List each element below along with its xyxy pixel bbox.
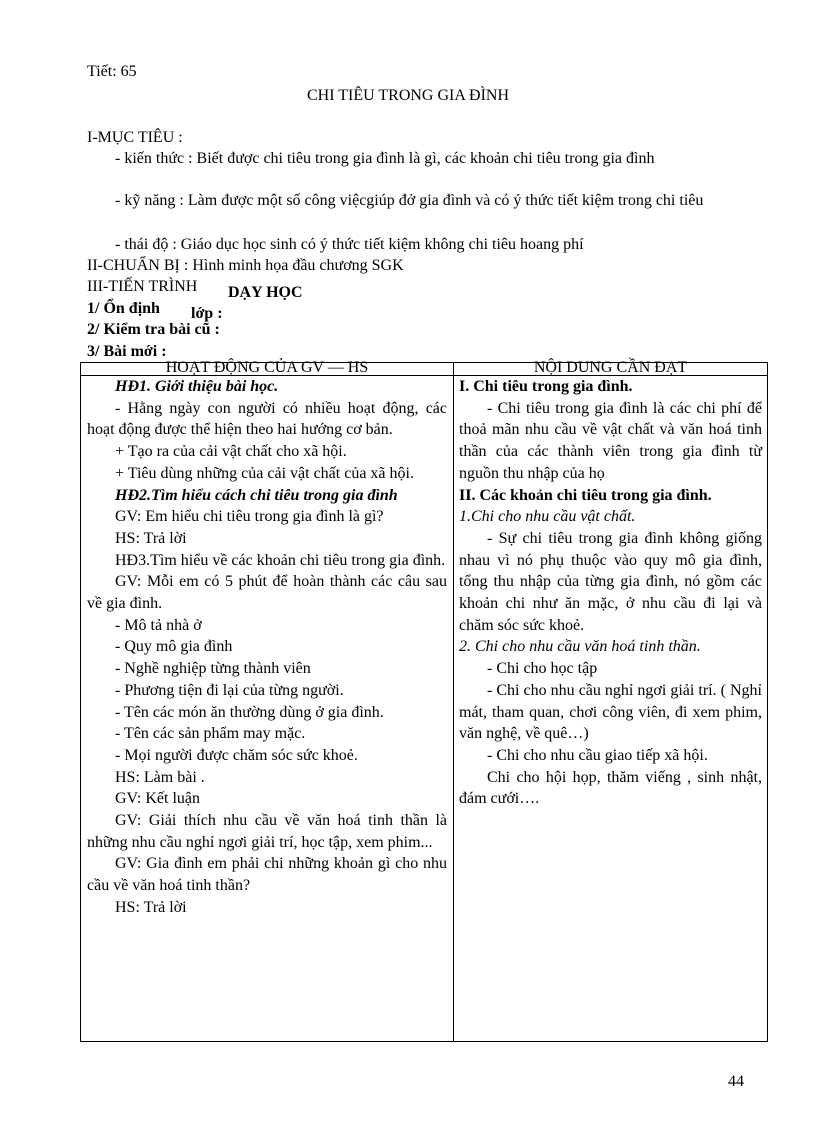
hd2-gv: GV: Em hiểu chi tiêu trong gia đình là gì? xyxy=(115,508,384,526)
step-3: 3/ Bài mới : xyxy=(87,343,167,360)
column-divider xyxy=(453,363,454,1041)
hd3-item: - Mô tả nhà ở xyxy=(115,616,202,634)
hd2-hs: HS: Trả lời xyxy=(115,529,187,547)
process-heading-part1: III-TIẾN TRÌNH xyxy=(87,278,198,295)
preparation: II-CHUẨN BỊ : Hình minh họa đầu chương SGK xyxy=(87,257,404,274)
hd3-item: - Nghề nghiệp từng thành viên xyxy=(115,660,311,678)
step-1-part1: 1/ Ổn định xyxy=(87,300,160,317)
hd1-text: - Hằng ngày con người có nhiều hoạt động, các hoạt động được thể hiện theo hai hướng cơ bản. xyxy=(87,399,447,439)
objective-skill: - kỹ năng : Làm được một số công việcgiúp đở gia đình và có ý thức tiết kiệm trong chi tiêu xyxy=(115,192,704,209)
hd3-item: - Tên các sản phẩm may mặc. xyxy=(115,725,306,743)
page-title: CHI TIÊU TRONG GIA ĐÌNH xyxy=(306,87,510,104)
lesson-number: Tiết: 65 xyxy=(87,63,137,80)
hd3-hs: HS: Làm bài . xyxy=(115,768,205,786)
hd3-item: - Tên các món ăn thường dùng ở gia đình. xyxy=(115,703,384,721)
hd1-item2: + Tiêu dùng những của cải vật chất của xã hội. xyxy=(115,464,414,482)
step-2: 2/ Kiểm tra bài cũ : xyxy=(87,321,220,338)
hd3-gv3: GV: Giải thích nhu cầu về văn hoá tinh thần là những nhu cầu nghỉ ngơi giải trí, học tập, xem phim... xyxy=(87,812,447,851)
hd3-gv2: GV: Kết luận xyxy=(115,790,201,808)
activities-column xyxy=(87,376,447,919)
hd3-item: - Phương tiện đi lại của từng người. xyxy=(115,681,344,699)
objective-knowledge: - kiến thức : Biết được chi tiêu trong gia đình là gì, các khoản chi tiêu trong gia đình xyxy=(115,150,655,167)
sec1-text: - Chi tiêu trong gia đình là các chi phí để thoả mãn nhu cầu về vật chất và văn hoá tinh thần của các thành viên trong gia đình từ nguồn thu nhập của họ xyxy=(459,399,762,482)
sub1-text: - Sự chi tiêu trong gia đình không giống nhau vì nó phụ thuộc vào quy mô gia đình, tổng thu nhập của từng gia đình, nó gồm các khoản chi như ăn mặc, ở nhu cầu đi lại và chăm sóc sức khoẻ. xyxy=(459,529,762,634)
sub2-item2: - Chi cho nhu cầu nghỉ ngơi giải trí. ( Nghỉ mát, tham quan, chơi công viên, đi xem phim, văn nghệ, về quê…) xyxy=(459,681,762,743)
hd3-item: - Mọi người được chăm sóc sức khoẻ. xyxy=(115,746,358,764)
step-1-part2: lớp : xyxy=(191,305,223,322)
content-column xyxy=(459,376,762,810)
page-number: 44 xyxy=(728,1073,744,1090)
header-left: HOẠT ĐỘNG CỦA GV — HS xyxy=(165,359,369,375)
header-right: NỘI DUNG CẦN ĐẠT xyxy=(533,359,688,375)
hd1-item1: + Tạo ra của cải vật chất cho xã hội. xyxy=(115,443,347,461)
hd1-title: HĐ1. Giới thiệu bài học. xyxy=(115,378,279,395)
sec2-title: II. Các khoản chi tiêu trong gia đình. xyxy=(459,486,712,504)
sub2-item3: - Chi cho nhu cầu giao tiếp xã hội. xyxy=(487,746,708,764)
sub2-item1: - Chi cho học tập xyxy=(487,660,598,678)
sub1-title: 1.Chi cho nhu cầu vật chất. xyxy=(459,508,636,526)
hd3-item: - Quy mô gia đình xyxy=(115,638,233,656)
sec1-title: I. Chi tiêu trong gia đình. xyxy=(459,378,633,395)
hd3-gv4: GV: Gia đình em phải chi những khoản gì cho nhu cầu về văn hoá tinh thần? xyxy=(87,855,447,895)
objectives-heading: I-MỤC TIÊU : xyxy=(87,129,183,146)
objective-attitude: - thái độ : Giáo dục học sinh có ý thức tiết kiệm không chi tiêu hoang phí xyxy=(115,236,584,253)
lesson-table xyxy=(80,359,768,1042)
hd3-title: HĐ3.Tìm hiểu về các khoản chi tiêu trong gia đình. xyxy=(115,551,446,569)
process-heading-part2: DẠY HỌC xyxy=(228,284,303,301)
hd2-title: HĐ2.Tìm hiểu cách chi tiêu trong gia đình xyxy=(115,486,398,504)
hd3-hs2: HS: Trả lời xyxy=(115,898,187,916)
sub2-item4: Chi cho hội họp, thăm viếng , sinh nhật, đám cưới…. xyxy=(459,768,762,808)
hd3-gv: GV: Mỗi em có 5 phút để hoàn thành các câu sau về gia đình. xyxy=(87,573,447,613)
sub2-title: 2. Chi cho nhu cầu văn hoá tinh thần. xyxy=(459,638,701,656)
